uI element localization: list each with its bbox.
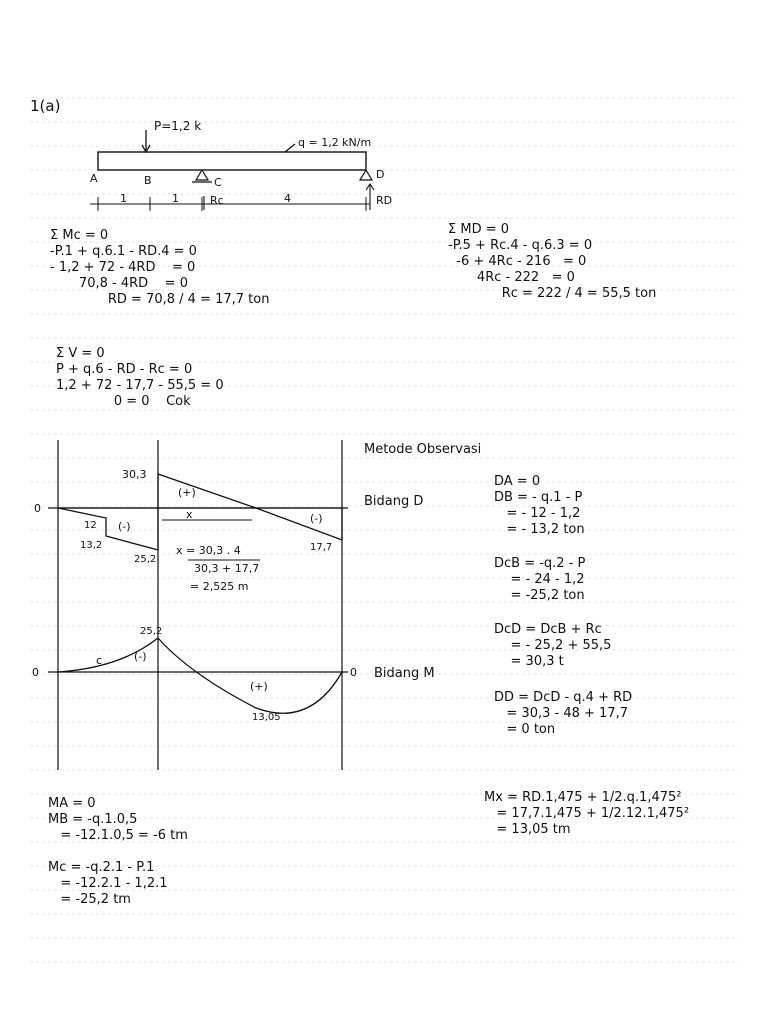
eq-line: 70,8 - 4RD = 0 <box>50 276 188 291</box>
dim-3: 4 <box>284 192 291 205</box>
zero-shear: 0 <box>34 502 41 515</box>
shear-eq-dcd <box>494 622 611 670</box>
eq-line: DA = 0 <box>494 474 541 489</box>
eq-line: = - 24 - 1,2 <box>494 572 585 587</box>
sign-pos-m: (+) <box>250 680 268 693</box>
eq-line: MA = 0 <box>48 796 96 811</box>
shear-diagram-label: Bidang D <box>364 494 424 509</box>
eq-line: = - 13,2 ton <box>494 522 585 537</box>
sfd-bmd-diagram <box>30 438 490 778</box>
eq-line: -P.1 + q.6.1 - RD.4 = 0 <box>50 244 197 259</box>
eq-line: = -12.2.1 - 1,2.1 <box>48 876 168 891</box>
support-d <box>360 170 372 180</box>
eq-line: -P.5 + Rc.4 - q.6.3 = 0 <box>448 238 593 253</box>
shear-pos-cd <box>158 474 256 508</box>
reaction-d-label: RD <box>376 194 393 207</box>
moment-eq-mb <box>48 812 188 844</box>
shear-neg-cd <box>256 508 342 540</box>
value-25-2: 25,2 <box>134 554 157 565</box>
value-17-7: 17,7 <box>310 542 333 553</box>
shear-eq-dd <box>494 690 632 738</box>
eq-line: DB = - q.1 - P <box>494 490 583 505</box>
eq-line: = -25,2 ton <box>494 588 585 603</box>
eq-line: Σ MD = 0 <box>448 222 510 237</box>
method-label: Metode Observasi <box>364 442 482 457</box>
support-c <box>196 170 208 180</box>
shear-eq-db <box>494 490 585 538</box>
eq-line: MB = -q.1.0,5 <box>48 812 138 827</box>
eq-line: = -12.1.0,5 = -6 tm <box>48 828 188 843</box>
shear-neg-ab <box>58 508 158 550</box>
label-b: B <box>144 174 152 187</box>
moment-eq-mx <box>484 790 689 838</box>
value-13-2: 13,2 <box>80 540 103 551</box>
sign-neg-d1: (-) <box>118 520 131 533</box>
eq-line: - 1,2 + 72 - 4RD = 0 <box>50 260 196 275</box>
value-12: 12 <box>84 520 97 531</box>
moment-eq-ma <box>48 796 96 812</box>
shear-eq-dcb <box>494 556 585 604</box>
eq-line: Mx = RD.1,475 + 1/2.q.1,475² <box>484 790 682 805</box>
x-formula-3: = 2,525 m <box>190 580 249 593</box>
m-c-label: c <box>96 654 103 667</box>
eq-line: DcB = -q.2 - P <box>494 556 586 571</box>
moment-pos-curve <box>158 638 342 713</box>
x-formula-2: 30,3 + 17,7 <box>194 562 260 575</box>
udl-label: q = 1,2 kN/m <box>298 136 372 149</box>
eq-line: RD = 70,8 / 4 = 17,7 ton <box>50 292 270 307</box>
eq-line: Mc = -q.2.1 - P.1 <box>48 860 155 875</box>
eq-line: = 17,7.1,475 + 1/2.12.1,475² <box>484 806 690 821</box>
moment-eq-mc <box>48 860 168 908</box>
label-d: D <box>376 168 385 181</box>
label-a: A <box>90 172 98 185</box>
eq-line: -6 + 4Rc - 216 = 0 <box>448 254 587 269</box>
eq-line: = -25,2 tm <box>48 892 131 907</box>
sign-pos-d: (+) <box>178 486 196 499</box>
udl-pointer <box>285 144 295 152</box>
eq-line: Rc = 222 / 4 = 55,5 ton <box>448 286 657 301</box>
shear-eq-da <box>494 474 540 490</box>
eq-line: DD = DcD - q.4 + RD <box>494 690 633 705</box>
problem-label: 1(a) <box>30 97 61 115</box>
eq-v-block <box>56 346 224 410</box>
moment-diagram-label: Bidang M <box>374 666 435 681</box>
eq-md-block <box>448 222 656 302</box>
dim-1: 1 <box>120 192 127 205</box>
eq-line: 1,2 + 72 - 17,7 - 55,5 = 0 <box>56 378 224 393</box>
beam-body <box>98 152 366 170</box>
eq-line: Σ V = 0 <box>56 346 105 361</box>
label-c: C <box>214 176 222 189</box>
dim-2: 1 <box>172 192 179 205</box>
eq-line: P + q.6 - RD - Rc = 0 <box>56 362 193 377</box>
eq-line: Σ Mc = 0 <box>50 228 109 243</box>
value-25-2-m: 25,2 <box>140 626 163 637</box>
eq-line: = 0 ton <box>494 722 556 737</box>
eq-line: = 30,3 - 48 + 17,7 <box>494 706 628 721</box>
value-13-05: 13,05 <box>252 712 281 723</box>
value-30-3: 30,3 <box>122 468 147 481</box>
load-label: P=1,2 k <box>154 119 202 133</box>
eq-line: DcD = DcB + Rc <box>494 622 602 637</box>
zero-moment-right: 0 <box>350 666 357 679</box>
x-formula-1: x = 30,3 . 4 <box>176 544 241 557</box>
eq-mc-block <box>50 228 269 308</box>
sign-neg-d2: (-) <box>310 512 323 525</box>
x-label: x <box>186 508 193 521</box>
eq-line: = - 12 - 1,2 <box>494 506 581 521</box>
reaction-c-label: Rc <box>210 194 224 207</box>
eq-line: = 30,3 t <box>494 654 564 669</box>
eq-line: 4Rc - 222 = 0 <box>448 270 575 285</box>
eq-line: = - 25,2 + 55,5 <box>494 638 612 653</box>
beam-sketch <box>80 112 500 232</box>
zero-moment: 0 <box>32 666 39 679</box>
eq-line: = 13,05 tm <box>484 822 571 837</box>
eq-line: 0 = 0 Cok <box>56 394 191 409</box>
sign-neg-m: (-) <box>134 650 147 663</box>
